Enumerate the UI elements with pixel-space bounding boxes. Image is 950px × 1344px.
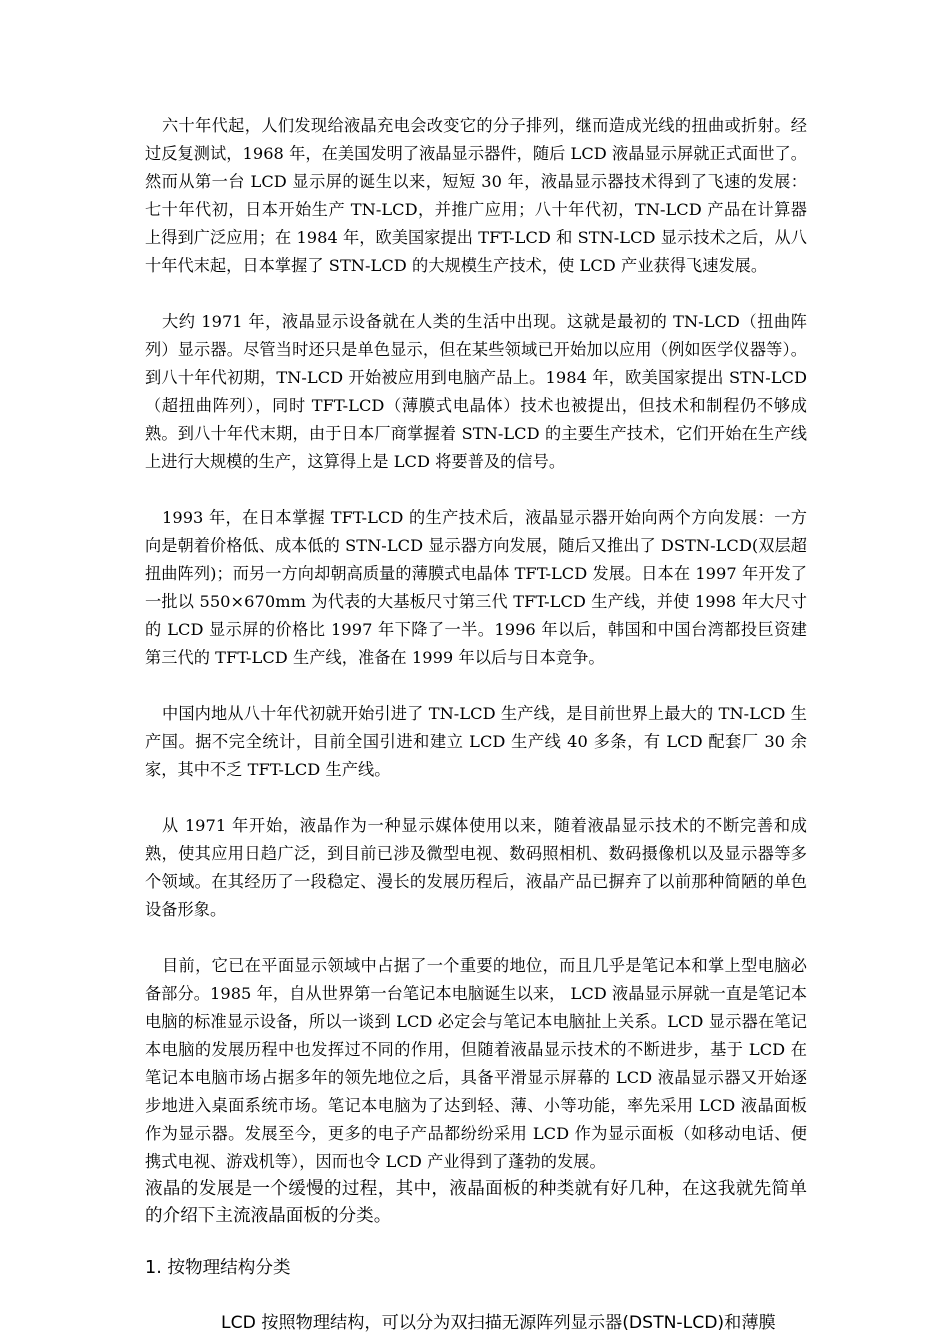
paragraph-applications: 从 1971 年开始，液晶作为一种显示媒体使用以来，随着液晶显示技术的不断完善和成熟，使其应用日趋广泛，到目前已涉及微型电视、数码照相机、数码摄像机以及显示器等多个领域。在其经历了一段稳定、漫长的发展历程后，液晶产品已摒弃了以前那种简陋的单色设备形象。 <box>145 816 807 919</box>
document-body <box>145 112 807 1336</box>
paragraph-tn-lcd-1971: 大约 1971 年，液晶显示设备就在人类的生活中出现。这就是最初的 TN-LCD（扭曲阵列）显示器。尽管当时还只是单色显示，但在某些领域已开始加以应用（例如医学仪器等）。到八十年代初期，TN-LCD 开始被应用到电脑产品上。1984 年，欧美国家提出 STN-LCD（超扭曲阵列），同时 TFT-LCD（薄膜式电晶体）技术也被提出，但技术和制程仍不够成熟。到八十年代末期，由于日本厂商掌握着 STN-LCD 的主要生产技术，它们开始在生产线上进行大规模的生产，这算得上是 LCD 将要普及的信号。 <box>145 312 807 471</box>
section-body-text: LCD 按照物理结构，可以分为双扫描无源阵列显示器(DSTN-LCD)和薄膜 <box>221 1313 776 1333</box>
paragraph-notebook-display: 目前，它已在平面显示领域中占据了一个重要的地位，而且几乎是笔记本和掌上型电脑必备部分。1985 年，自从世界第一台笔记本电脑诞生以来， LCD 液晶显示屏就一直是笔记本电脑的标准显示设备，所以一谈到 LCD 必定会与笔记本电脑扯上关系。LCD 显示器在笔记本电脑的发展历程中也发挥过不同的作用，但随着液晶显示技术的不断进步，基于 LCD 在笔记本电脑市场占据多年的领先地位之后，具备平滑显示屏幕的 LCD 液晶显示器又开始逐步地进入桌面系统市场。笔记本电脑为了达到轻、薄、小等功能，率先采用 LCD 液晶面板作为显示器。发展至今，更多的电子产品都纷纷采用 LCD 作为显示面板（如移动电话、便携式电视、游戏机等），因而也令 LCD 产业得到了蓬勃的发展。 <box>145 956 807 1171</box>
section-heading: 1. 按物理结构分类 <box>145 1258 291 1278</box>
paragraph-1993-development: 1993 年，在日本掌握 TFT-LCD 的生产技术后，液晶显示器开始向两个方向发展：一方向是朝着价格低、成本低的 STN-LCD 显示器方向发展，随后又推出了 DSTN-LCD(双层超扭曲阵列)；而另一方向却朝高质量的薄膜式电晶体 TFT-LCD 发展。日本在 1997 年开发了一批以 550×670mm 为代表的大基板尺寸第三代 TFT-LCD 生产线，并使 1998 年大尺寸的 LCD 显示屏的价格比 1997 年下降了一半。1996 年以后，韩国和中国台湾都投巨资建第三代的 TFT-LCD 生产线，准备在 1999 年以后与日本竞争。 <box>145 508 807 667</box>
intro-paragraph: 液晶的发展是一个缓慢的过程，其中，液晶面板的种类就有好几种，在这我就先简单的介绍下主流液晶面板的分类。 <box>145 1179 807 1226</box>
paragraph-china-production: 中国内地从八十年代初就开始引进了 TN-LCD 生产线，是目前世界上最大的 TN-LCD 生产国。据不完全统计，目前全国引进和建立 LCD 生产线 40 多条，有 LCD 配套厂 30 余家，其中不乏 TFT-LCD 生产线。 <box>145 704 807 779</box>
paragraph-history-1960s: 六十年代起，人们发现给液晶充电会改变它的分子排列，继而造成光线的扭曲或折射。经过反复测试，1968 年，在美国发明了液晶显示器件，随后 LCD 液晶显示屏就正式面世了。然而从第一台 LCD 显示屏的诞生以来，短短 30 年，液晶显示器技术得到了飞速的发展：七十年代初，日本开始生产 TN-LCD，并推广应用；八十年代初，TN-LCD 产品在计算器上得到广泛应用；在 1984 年，欧美国家提出 TFT-LCD 和 STN-LCD 显示技术之后，从八十年代末起，日本掌握了 STN-LCD 的大规模生产技术，使 LCD 产业获得飞速发展。 <box>145 116 807 275</box>
